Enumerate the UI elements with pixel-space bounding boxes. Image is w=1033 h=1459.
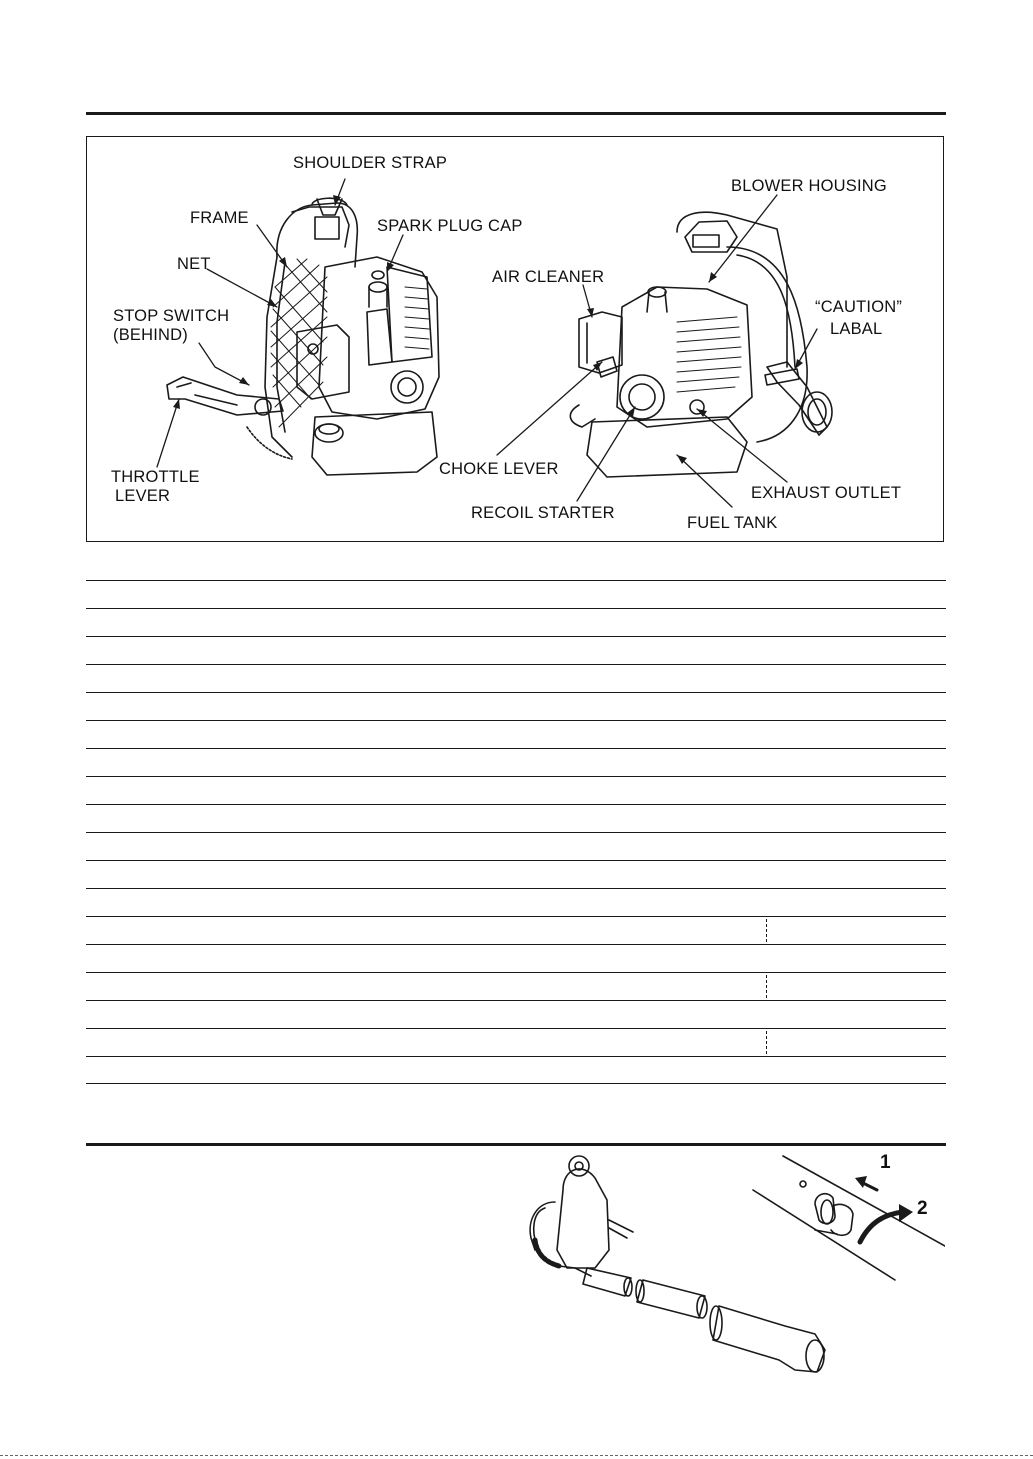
step-number-2: 2: [917, 1198, 928, 1219]
label-exhaust-outlet: EXHAUST OUTLET: [751, 484, 902, 502]
pipe-assembly-illustration: [515, 1150, 945, 1385]
table-row: [86, 1028, 946, 1056]
column-divider: [766, 919, 767, 942]
label-spark-plug-cap: SPARK PLUG CAP: [377, 217, 523, 235]
label-recoil-starter: RECOIL STARTER: [471, 504, 615, 522]
label-net: NET: [177, 255, 211, 273]
step-number-1: 1: [880, 1152, 891, 1173]
label-fuel-tank: FUEL TANK: [687, 514, 778, 532]
table-row: [86, 1056, 946, 1084]
table-row: [86, 776, 946, 804]
table-row: [86, 692, 946, 720]
label-air-cleaner: AIR CLEANER: [492, 268, 605, 286]
table-row: [86, 944, 946, 972]
label-throttle-lever: LEVER: [115, 487, 171, 505]
table-row: [86, 636, 946, 664]
parts-figure: [86, 136, 944, 542]
table-row: [86, 888, 946, 916]
column-divider: [766, 1031, 767, 1054]
pipe-sections-drawing: [583, 1268, 825, 1372]
table-row: [86, 608, 946, 636]
page-bottom-edge: [0, 1455, 1033, 1456]
label-stop-switch: STOP SWITCH: [113, 307, 230, 325]
top-rule: [86, 112, 946, 115]
right-blower-drawing: [570, 212, 832, 477]
table-row: [86, 916, 946, 944]
blower-illustration: [87, 137, 945, 543]
table-row: [86, 720, 946, 748]
table-row: [86, 1000, 946, 1028]
label-throttle: THROTTLE: [111, 468, 200, 486]
table-row: [86, 748, 946, 776]
table-row: [86, 860, 946, 888]
label-caution: “CAUTION”: [815, 298, 903, 316]
label-shoulder-strap: SHOULDER STRAP: [293, 154, 448, 172]
column-divider: [766, 975, 767, 998]
assembly-figure: [515, 1150, 945, 1385]
left-blower-drawing: [167, 198, 439, 475]
label-choke-lever: CHOKE LEVER: [439, 460, 559, 478]
spec-table: [86, 580, 946, 1084]
table-row: [86, 580, 946, 608]
table-row: [86, 832, 946, 860]
label-caution-labal: LABAL: [830, 320, 883, 338]
direction-arrows: [855, 1176, 913, 1242]
label-stop-switch-note: (BEHIND): [113, 326, 188, 344]
table-row: [86, 972, 946, 1000]
section-rule: [86, 1143, 946, 1146]
table-row: [86, 804, 946, 832]
table-row: [86, 664, 946, 692]
label-frame: FRAME: [190, 209, 249, 227]
backpack-unit-drawing: [530, 1156, 633, 1276]
label-blower-housing: BLOWER HOUSING: [731, 177, 887, 195]
